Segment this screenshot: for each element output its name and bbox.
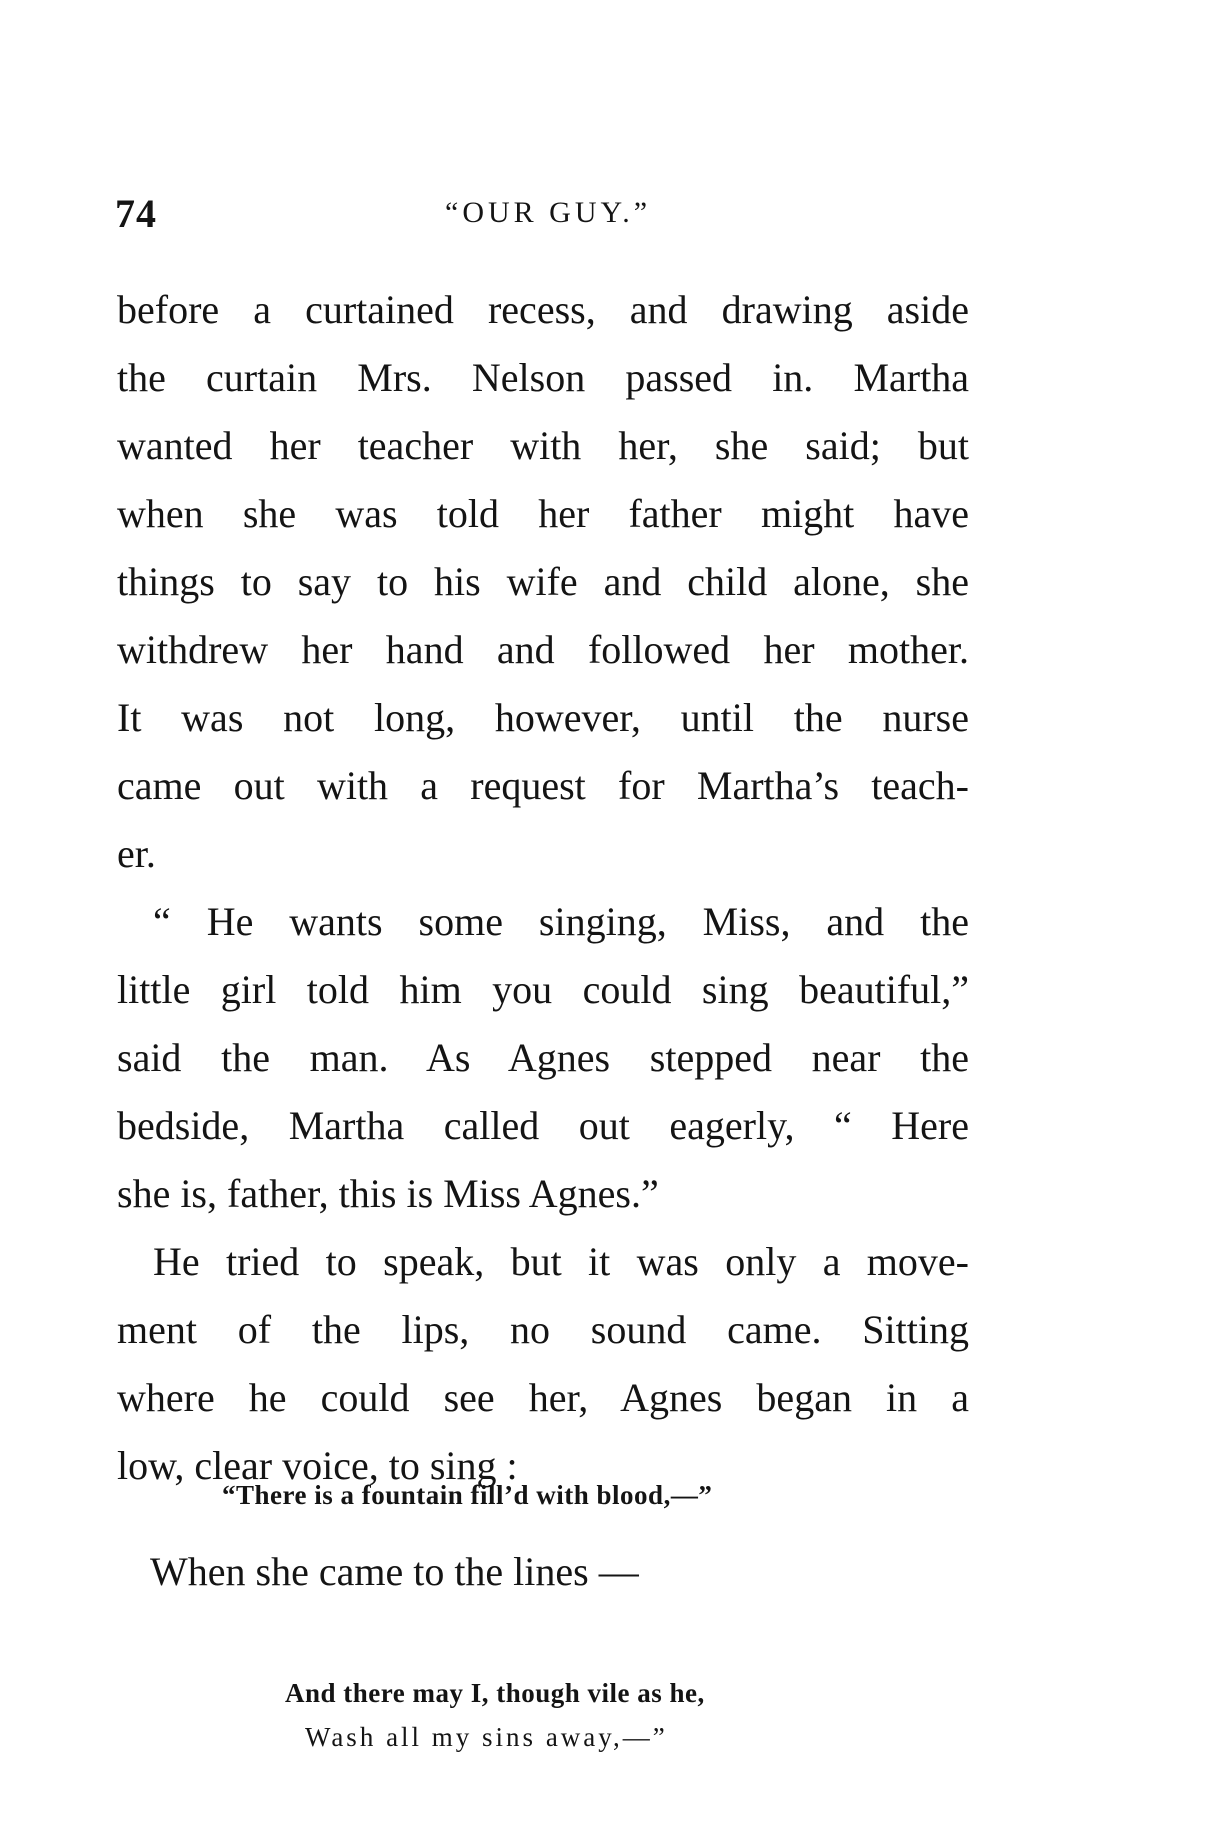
text-line: “ He wants some singing, Miss, and the xyxy=(153,899,969,944)
text-line: ment of the lips, no sound came. Sitting xyxy=(117,1307,969,1352)
text-line: little girl told him you could sing beautiful,” xyxy=(117,967,969,1012)
text-line: He tried to speak, but it was only a move- xyxy=(153,1239,969,1284)
narrative-line: When she came to the lines — xyxy=(150,1549,639,1594)
text-line: she is, father, this is Miss Agnes.” xyxy=(117,1171,659,1216)
hymn-quote-line: “There is a fountain fill’d with blood,—” xyxy=(222,1480,713,1510)
text-line: er. xyxy=(117,831,156,876)
text-line: when she was told her father might have xyxy=(117,491,969,536)
text-line: where he could see her, Agnes began in a xyxy=(117,1375,969,1420)
text-line: said the man. As Agnes stepped near the xyxy=(117,1035,969,1080)
text-line: came out with a request for Martha’s teach- xyxy=(117,763,969,808)
hymn-quote-line: And there may I, though vile as he, xyxy=(285,1678,705,1708)
running-title: “OUR GUY.” xyxy=(445,196,652,229)
text-line: the curtain Mrs. Nelson passed in. Martha xyxy=(117,355,969,400)
text-line: withdrew her hand and followed her mother. xyxy=(117,627,969,672)
text-line: before a curtained recess, and drawing aside xyxy=(117,287,969,332)
page-header xyxy=(115,190,1015,240)
text-line: bedside, Martha called out eagerly, “ Here xyxy=(117,1103,969,1148)
text-line: low, clear voice, to sing : xyxy=(117,1443,518,1488)
text-line: wanted her teacher with her, she said; but xyxy=(117,423,969,468)
text-line: things to say to his wife and child alone, she xyxy=(117,559,969,604)
text-line: It was not long, however, until the nurse xyxy=(117,695,969,740)
body-text xyxy=(117,276,969,1500)
page-number: 74 xyxy=(115,191,157,236)
hymn-quote-line: Wash all my sins away,—” xyxy=(305,1722,668,1752)
